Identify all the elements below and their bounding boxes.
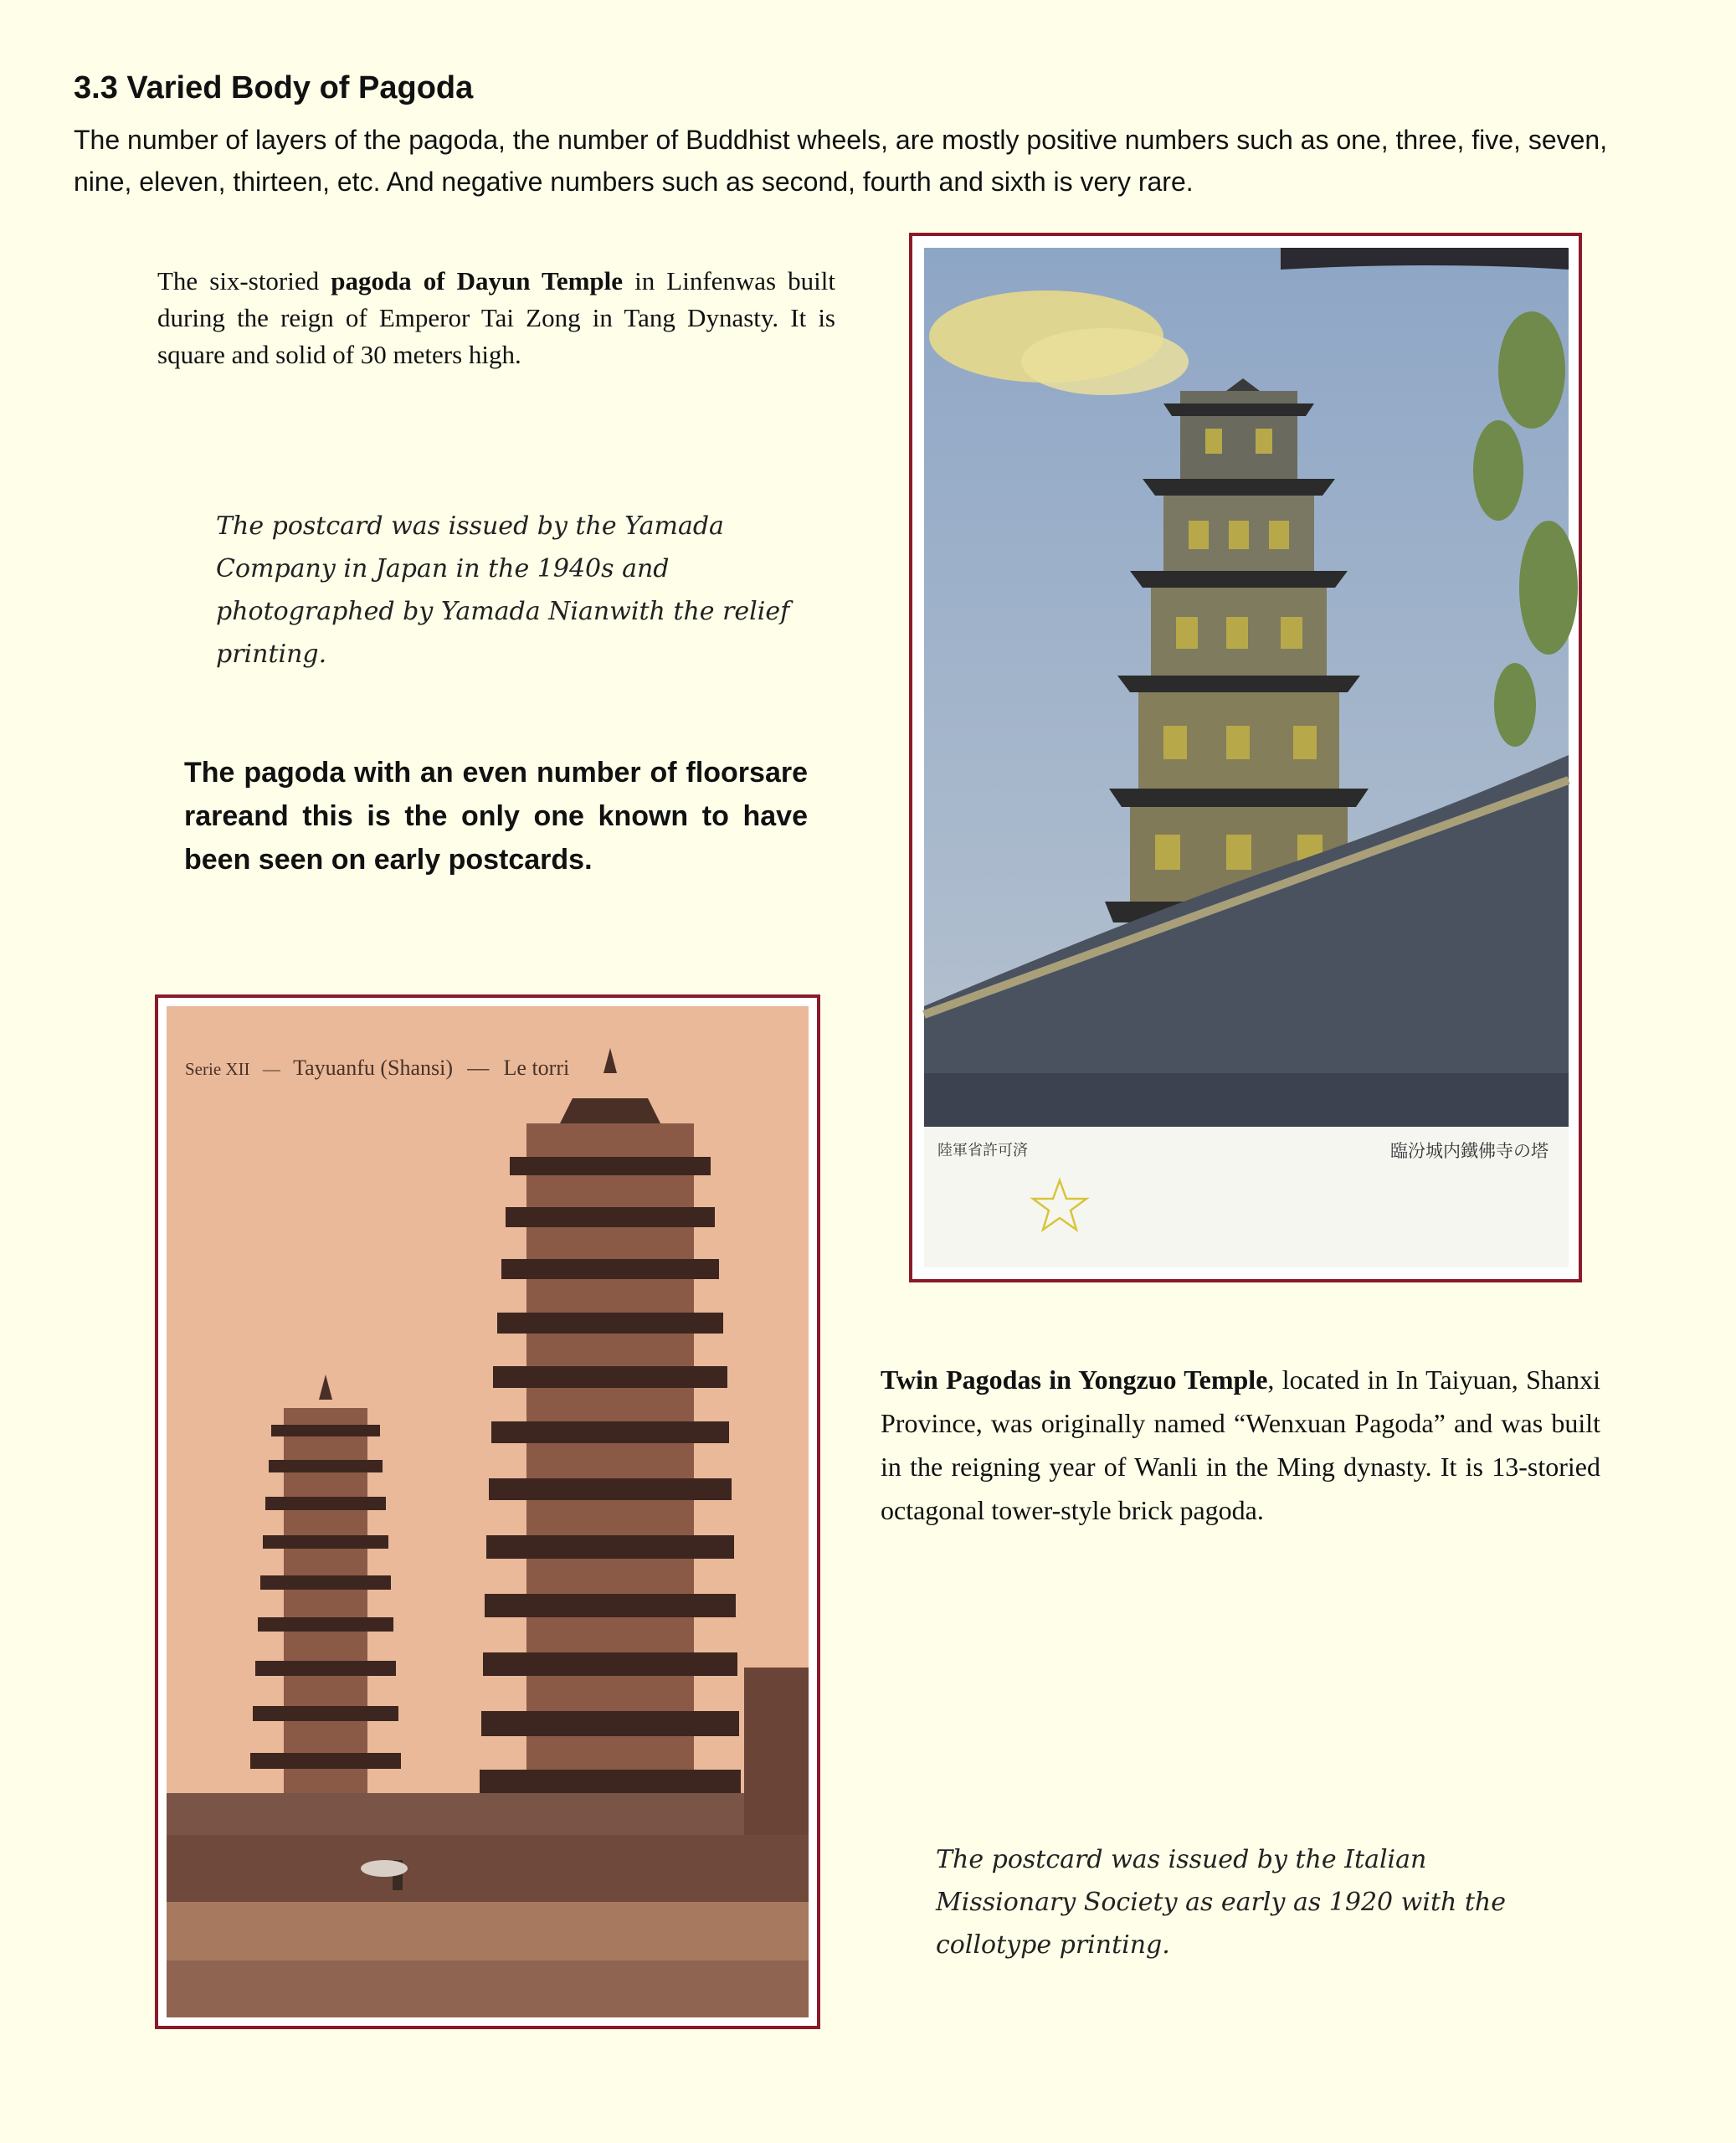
serie-label: Serie XII bbox=[185, 1059, 250, 1079]
dash-1: — bbox=[262, 1059, 280, 1079]
intro-paragraph: The number of layers of the pagoda, the number of Buddhist wheels, are mostly positive numbers such as one, three, five, seven, nine, eleven, thirteen, etc. And negative numbers such as second, fourth and sixth is very rare. bbox=[74, 125, 1608, 197]
subject-label: Le torri bbox=[503, 1056, 570, 1080]
twin-description bbox=[881, 1358, 1600, 1532]
twin-caption: The postcard was issued by the Italian Missionary Society as early as 1920 with the collotype printing. bbox=[936, 1845, 1506, 1960]
twin-rest: , located in In Taiyuan, Shanxi Province, was originally named “Wenxuan Pagoda” and was built in the reigning year of Wanli in the Ming dynasty. It is 13-storied octagonal tower-style brick pagoda. bbox=[881, 1364, 1601, 1525]
twin-name: Twin Pagodas in Yongzuo Temple bbox=[881, 1364, 1268, 1395]
dayun-rest: in Linfenwas built during the reign of Emperor Tai Zong in Tang Dynasty. It is square and solid of 30 meters high. bbox=[157, 266, 836, 369]
postcard-right-text: 臨汾城内鐵佛寺の塔 bbox=[1390, 1141, 1549, 1161]
dayun-postcard bbox=[909, 233, 1582, 1282]
section-title: 3.3 Varied Body of Pagoda bbox=[74, 70, 474, 105]
dash-2: — bbox=[467, 1056, 490, 1080]
wall-top bbox=[167, 1793, 809, 1835]
dayun-note: The pagoda with an even number of floorsare rareand this is the only one known to have been seen on early postcards. bbox=[184, 757, 808, 876]
dayun-postcard-image bbox=[912, 236, 1579, 1279]
place-label: Tayuanfu (Shansi) bbox=[293, 1056, 454, 1080]
dayun-caption: The postcard was issued by the Yamada Company in Japan in the 1940s and photographed by Yamada Nianwith the relief printing. bbox=[216, 511, 790, 669]
twin-postcard bbox=[155, 994, 820, 2029]
dayun-lead: The six-storied bbox=[157, 266, 331, 295]
svg-text:Serie XII — Tayuan bbox=[185, 1056, 569, 1080]
twin-postcard-image bbox=[158, 998, 817, 2026]
dayun-description bbox=[157, 263, 835, 373]
postcard-left-text: 陸軍省許可済 bbox=[937, 1142, 1028, 1159]
dayun-name: pagoda of Dayun Temple bbox=[331, 266, 624, 295]
wall bbox=[167, 1835, 809, 1902]
